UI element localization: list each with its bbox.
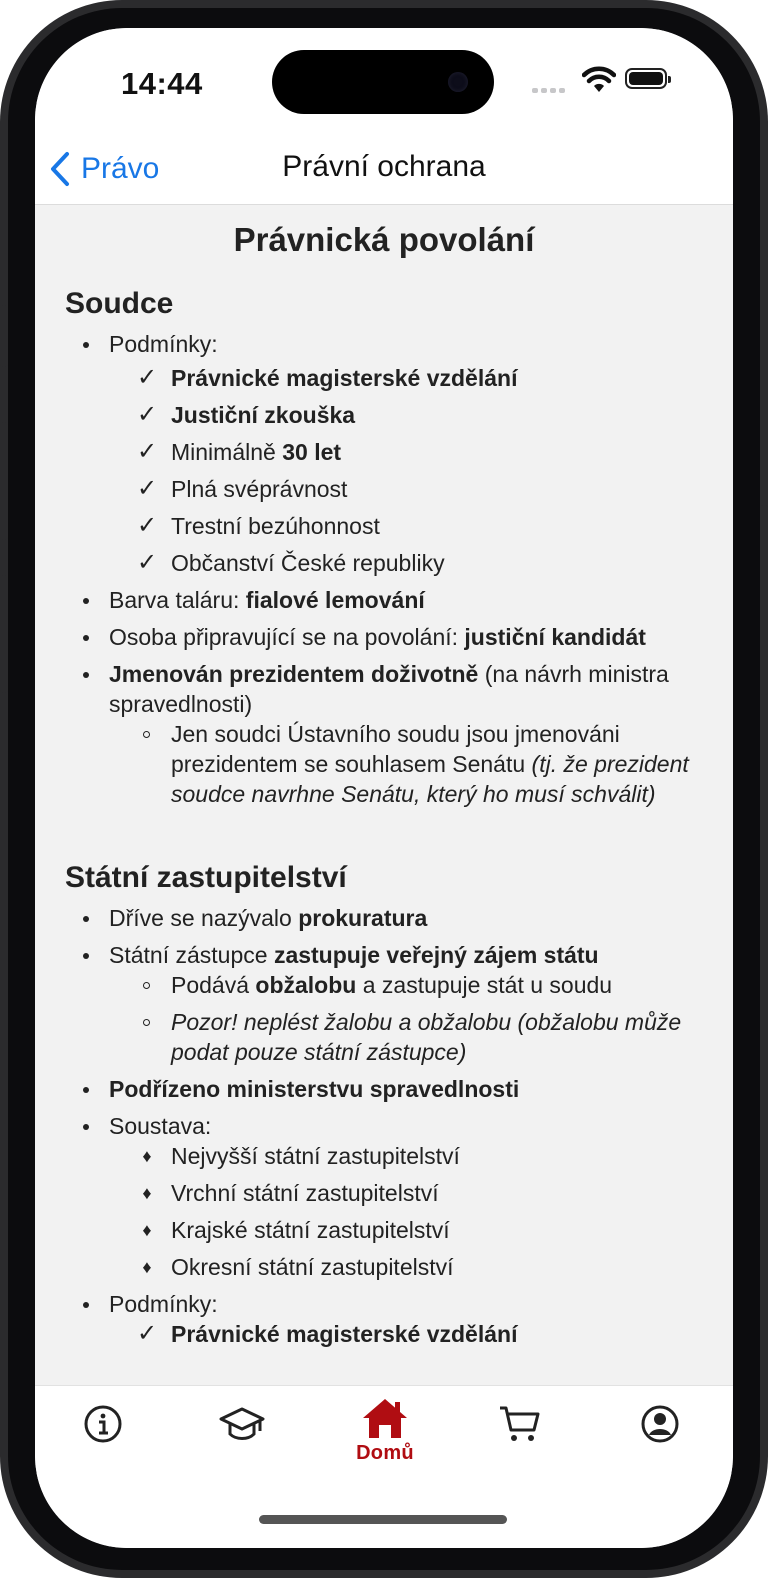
list-item: Státní zástupce zastupuje veřejný zájem státu Podává obžalobu a zastupuje stát u soudu Pozor! neplést žalobu a obžalobu (obžalobu může podat pouze státní zástupce) bbox=[65, 940, 733, 1067]
list-item: Jen soudci Ústavního soudu jsou jmenováni prezidentem se souhlasem Senátu (tj. že prezident soudce navrhne Senátu, který ho musí schválit) bbox=[109, 719, 733, 809]
prosecution-system-list bbox=[109, 1141, 733, 1282]
wifi-icon bbox=[582, 66, 616, 94]
home-icon bbox=[361, 1396, 409, 1440]
side-button-volume-up bbox=[0, 422, 8, 540]
home-indicator[interactable] bbox=[259, 1515, 507, 1524]
status-time: 14:44 bbox=[121, 66, 203, 101]
tab-cart[interactable] bbox=[485, 1404, 555, 1484]
list-item: ♦ Okresní státní zastupitelství bbox=[109, 1252, 733, 1282]
check-icon: ✓ bbox=[136, 1320, 158, 1347]
nav-title: Právní ochrana bbox=[282, 150, 486, 183]
judge-conditions-list bbox=[109, 363, 733, 578]
tab-info[interactable] bbox=[68, 1404, 138, 1484]
list-item: Osoba připravující se na povolání: justiční kandidát bbox=[65, 622, 733, 652]
profile-icon bbox=[640, 1404, 680, 1444]
list-item: Jmenován prezidentem doživotně (na návrh ministra spravedlnosti) Jen soudci Ústavního soudu jsou jmenováni prezidentem se souhlasem Senátu (tj. že prezident soudce navrhne Senátu, který ho musí schválit) bbox=[65, 659, 733, 809]
list-item: Podmínky: ✓ Právnické magisterské vzdělání ✓ Justiční zkouška ✓ Minimálně 30 let ✓ Plná svéprávnost ✓ Trestní bezúhonnost ✓ Občanství České republiky bbox=[65, 329, 733, 578]
section-heading-judge: Soudce bbox=[65, 287, 174, 320]
list-item: ✓ Minimálně 30 let bbox=[136, 438, 342, 465]
tab-home[interactable] bbox=[340, 1396, 430, 1476]
diamond-icon: ♦ bbox=[142, 1146, 152, 1166]
side-button-volume-down bbox=[0, 575, 8, 693]
list-item: ✓ Plná svéprávnost bbox=[136, 475, 348, 502]
battery-icon bbox=[625, 68, 667, 89]
prosecution-conditions-list bbox=[109, 1319, 733, 1349]
diamond-icon: ♦ bbox=[142, 1257, 152, 1277]
list-item: ✓ Právnické magisterské vzdělání bbox=[136, 364, 518, 391]
list-item: Barva taláru: fialové lemování bbox=[65, 585, 733, 615]
check-icon: ✓ bbox=[136, 401, 158, 428]
list-item: Pozor! neplést žalobu a obžalobu (obžalobu může podat pouze státní zástupce) bbox=[109, 1007, 733, 1067]
check-icon: ✓ bbox=[136, 438, 158, 465]
page-title: Právnická povolání bbox=[233, 221, 535, 258]
screen bbox=[35, 28, 733, 1548]
list-item: Podřízeno ministerstvu spravedlnosti bbox=[65, 1074, 733, 1104]
list-item: Podává obžalobu a zastupuje stát u soudu bbox=[109, 970, 733, 1000]
list-item: ✓ Justiční zkouška bbox=[136, 401, 356, 428]
list-item: Dříve se nazývalo prokuratura bbox=[65, 903, 733, 933]
side-button-mute bbox=[0, 305, 8, 367]
camera-icon bbox=[448, 72, 468, 92]
diamond-icon: ♦ bbox=[142, 1220, 152, 1240]
section-heading-prosecution: Státní zastupitelství bbox=[65, 861, 347, 894]
content-scroll[interactable] bbox=[35, 205, 733, 1385]
list-item: ✓ Trestní bezúhonnost bbox=[136, 512, 380, 539]
list-item: Podmínky: ✓ Právnické magisterské vzdělání bbox=[65, 1289, 733, 1349]
prosecution-list bbox=[65, 903, 733, 1349]
list-item: ✓ Právnické magisterské vzdělání bbox=[136, 1320, 518, 1347]
tab-education[interactable] bbox=[207, 1404, 277, 1484]
cart-icon bbox=[498, 1404, 542, 1444]
list-item: ♦ Krajské státní zastupitelství bbox=[109, 1215, 733, 1245]
list-item: Soustava: ♦ Nejvyšší státní zastupitelství ♦ Vrchní státní zastupitelství ♦ Krajské státní zastupitelství ♦ Okresní státní zastupitelství bbox=[65, 1111, 733, 1282]
back-button-label: Právo bbox=[81, 152, 160, 185]
list-item: ✓ Občanství České republiky bbox=[136, 549, 445, 576]
list-item: ♦ Vrchní státní zastupitelství bbox=[109, 1178, 733, 1208]
graduation-cap-icon bbox=[218, 1404, 266, 1444]
info-icon bbox=[83, 1404, 123, 1444]
side-button-power bbox=[760, 505, 768, 695]
dynamic-island bbox=[272, 50, 494, 114]
tab-profile[interactable] bbox=[625, 1404, 695, 1484]
list-item: ♦ Nejvyšší státní zastupitelství bbox=[109, 1141, 733, 1171]
cellular-signal-icon bbox=[532, 86, 568, 94]
check-icon: ✓ bbox=[136, 512, 158, 539]
check-icon: ✓ bbox=[136, 364, 158, 391]
diamond-icon: ♦ bbox=[142, 1183, 152, 1203]
check-icon: ✓ bbox=[136, 549, 158, 576]
check-icon: ✓ bbox=[136, 475, 158, 502]
judge-list bbox=[65, 329, 733, 809]
status-bar bbox=[35, 28, 733, 148]
tab-home-label: Domů bbox=[356, 1442, 414, 1464]
navigation-bar bbox=[35, 132, 733, 205]
prosecutor-duties-list bbox=[109, 970, 733, 1067]
constitutional-court-list bbox=[109, 719, 733, 809]
